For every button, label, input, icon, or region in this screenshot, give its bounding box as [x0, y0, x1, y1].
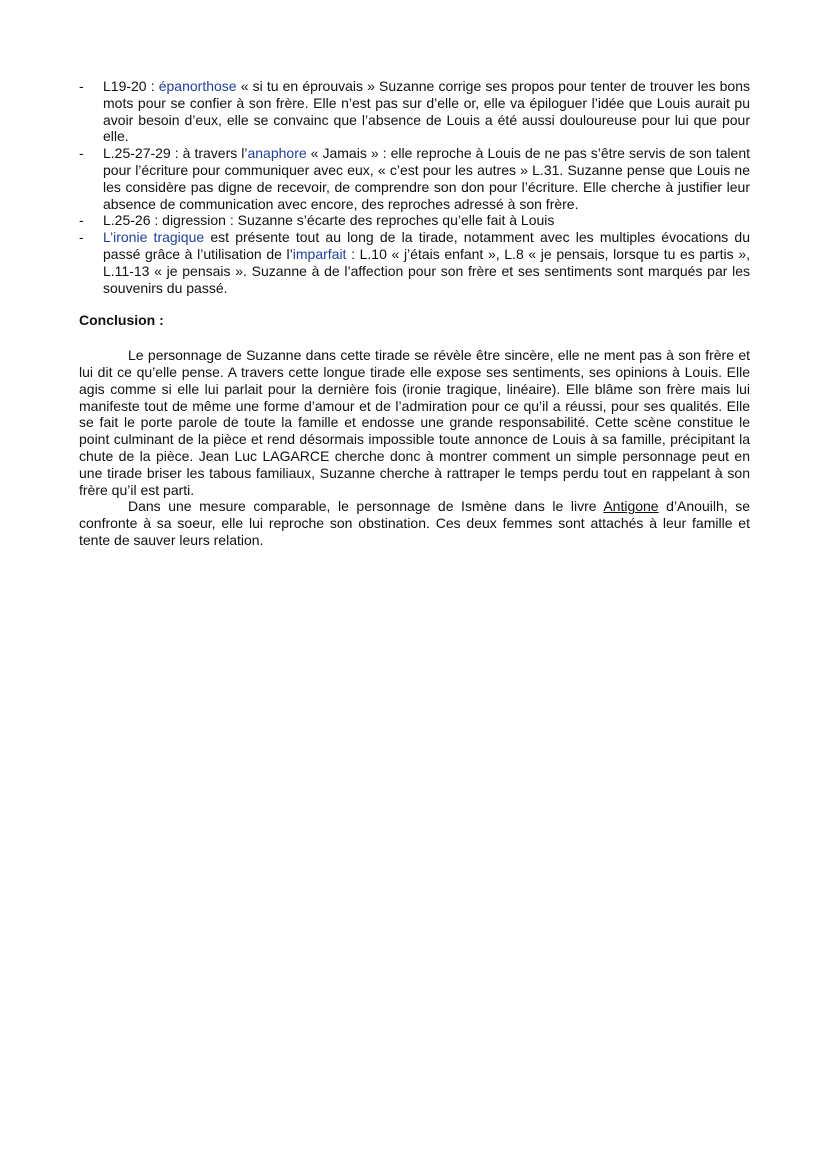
bullet-dash: - — [79, 229, 84, 246]
list-item-text: L19-20 : épanorthose « si tu en éprouvais » Suzanne corrige ses propos pour tenter de trouver les bons mots pour se confier à son frère. Elle n’est pas sur d’elle or, elle va épiloguer l’idée que Louis aurait pu avoir besoin d’eux, elle se convainc que l’absence de Louis a été aussi douloureuse pour lui que pour elle. — [103, 78, 751, 145]
conclusion-heading: Conclusion : — [79, 312, 164, 329]
figure-of-speech-term: épanorthose — [158, 78, 237, 94]
analysis-bullet-list — [79, 78, 750, 296]
book-title: Antigone — [603, 498, 659, 515]
figure-of-speech-term: imparfait — [292, 245, 347, 262]
list-item-text: L.25-26 : digression : Suzanne s’écarte des reproches qu’elle fait à Louis — [103, 212, 555, 229]
list-item — [79, 229, 750, 296]
figure-of-speech-term: anaphore — [247, 145, 307, 162]
list-item — [79, 78, 750, 145]
list-item-text: L’ironie tragique est présente tout au long de la tirade, notamment avec les multiples évocations du passé grâce à l’utilisation de l’imparfait : L.10 « j’étais enfant », L.8 « je pensais, lorsque tu es partis », L.11-13 « je pensais ». Suzanne à de l’affection pour son frère et ses sentiments sont marqués par les souvenirs du passé. — [103, 229, 750, 296]
bullet-dash: - — [79, 78, 84, 94]
conclusion-paragraph: Le personnage de Suzanne dans cette tirade se révèle être sincère, elle ne ment pas à son frère et lui dit ce qu’elle pense. A travers cette longue tirade elle expose ses sentiments, ses opinions à Louis. Elle agis comme si elle lui parlait pour la dernière fois (ironie tragique, linéaire). Elle blâme son frère mais lui manifeste tout de même une forme d’amour et de l’admiration pour ce qu’il a réussi, pour ses qualités. Elle se fait le porte parole de toute la famille et endosse une grande responsabilité. Cette scène constitue le point culminant de la pièce et rend désormais impossible toute annonce de Louis à sa famille, précipitant la chute de la pièce. Jean Luc LAGARCE cherche donc à montrer comment un simple personnage peut en une tirade briser les tabous familiaux, Suzanne cherche à rattraper le temps perdu tout en rappelant à son frère qu’il est parti. — [79, 347, 750, 498]
list-item-text: L.25-27-29 : à travers l’anaphore « Jamais » : elle reproche à Louis de ne pas s’être servis de son talent pour l’écriture pour communiquer avec eux, « c’est pour les autres » L.31. Suzanne pense que Louis ne les considère pas digne de recevoir, de comprendre son don pour l’écriture. Elle cherche à justifier leur absence de communication avec encore, des reproches adressé à son frère. — [103, 145, 750, 212]
list-item — [79, 212, 750, 229]
comparison-paragraph: Dans une mesure comparable, le personnage de Ismène dans le livre Antigone d’Anouilh, se confronte à sa soeur, elle lui reproche son obstination. Ces deux femmes sont attachés à leur famille et tente de sauver leurs relation. — [79, 498, 750, 548]
bullet-dash: - — [79, 212, 84, 229]
list-item — [79, 145, 750, 212]
figure-of-speech-term: L’ironie tragique — [103, 229, 205, 246]
bullet-dash: - — [79, 145, 84, 162]
